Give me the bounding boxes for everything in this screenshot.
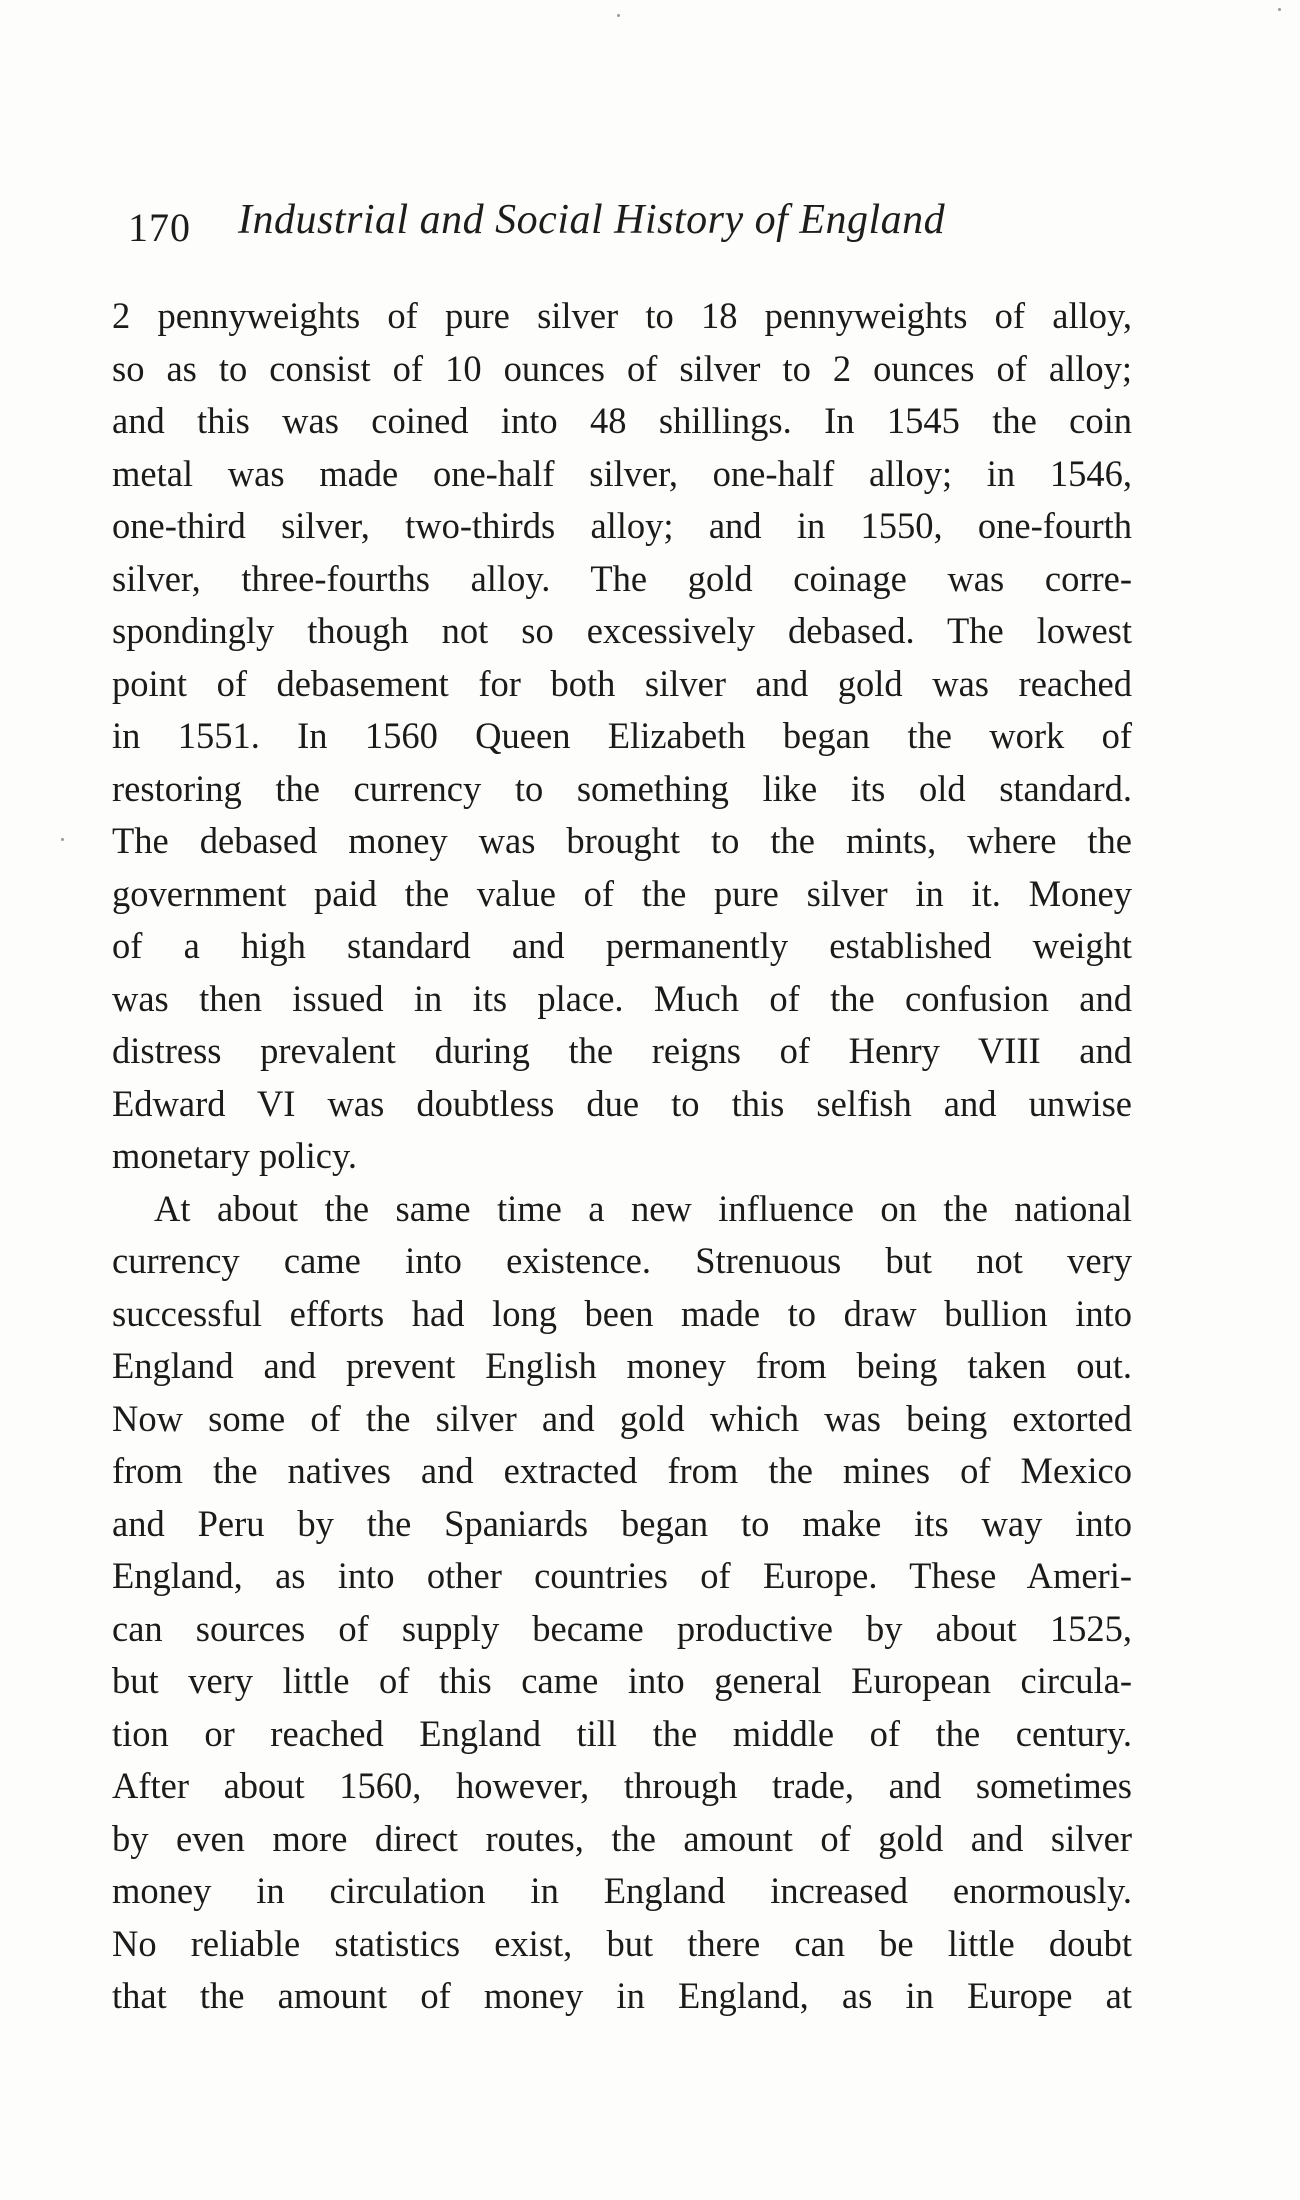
text-line: Now some of the silver and gold which was being extorted [112,1397,1132,1439]
text-line: spondingly though not so excessively debased. The lowest [112,610,1132,651]
text-line: England, as into other countries of Europe. These Ameri- [112,1555,1132,1596]
text-line: but very little of this came into general European circula- [112,1660,1132,1701]
text-line: in 1551. In 1560 Queen Elizabeth began the work of [112,715,1132,756]
text-line: can sources of supply became productive by about 1525, [112,1607,1132,1649]
text-line: and this was coined into 48 shillings. In 1545 the coin [112,400,1132,441]
text-line: was then issued in its place. Much of the confusion and [112,977,1132,1019]
text-line: distress prevalent during the reigns of Henry VIII and [112,1030,1132,1071]
paragraph-1 [112,290,1132,1183]
text-line: one-third silver, two-thirds alloy; and in 1550, one-fourth [112,505,1132,546]
text-line: successful efforts had long been made to draw bullion into [112,1292,1132,1334]
text-line: England and prevent English money from being taken out. [112,1345,1132,1386]
scan-speck [1278,8,1281,11]
text-line: The debased money was brought to the mints, where the [112,820,1132,861]
page-number: 170 [128,205,191,250]
running-title: Industrial and Social History of England [238,197,946,243]
text-line: tion or reached England till the middle of the century. [112,1712,1132,1754]
text-line: currency came into existence. Strenuous but not very [112,1240,1132,1281]
scan-speck [617,14,620,17]
text-line: monetary policy. [112,1135,357,1176]
text-line: At about the same time a new influence on the national [154,1187,1132,1229]
page-header [128,196,1063,256]
text-line: metal was made one-half silver, one-half alloy; in 1546, [112,452,1132,494]
scan-speck [61,838,64,841]
body-text [112,290,1132,2023]
text-line: restoring the currency to something like its old standard. [112,767,1132,809]
text-line: Edward VI was doubtless due to this selfish and unwise [112,1082,1132,1124]
text-line: 2 pennyweights of pure silver to 18 pennyweights of alloy, [112,295,1132,336]
text-line: by even more direct routes, the amount of gold and silver [112,1817,1132,1859]
text-line: After about 1560, however, through trade, and sometimes [112,1765,1132,1806]
text-line: so as to consist of 10 ounces of silver to 2 ounces of alloy; [112,347,1132,389]
text-line: and Peru by the Spaniards began to make its way into [112,1502,1132,1544]
text-line: of a high standard and permanently established weight [112,925,1132,966]
text-line: No reliable statistics exist, but there can be little doubt [112,1922,1132,1964]
text-line: money in circulation in England increased enormously. [112,1870,1132,1911]
text-line: from the natives and extracted from the mines of Mexico [112,1450,1132,1491]
text-line: that the amount of money in England, as in Europe at [112,1975,1132,2016]
paragraph-2 [112,1183,1132,2023]
text-line: silver, three-fourths alloy. The gold coinage was corre- [112,557,1132,599]
text-line: government paid the value of the pure silver in it. Money [112,872,1132,914]
text-line: point of debasement for both silver and gold was reached [112,662,1132,704]
